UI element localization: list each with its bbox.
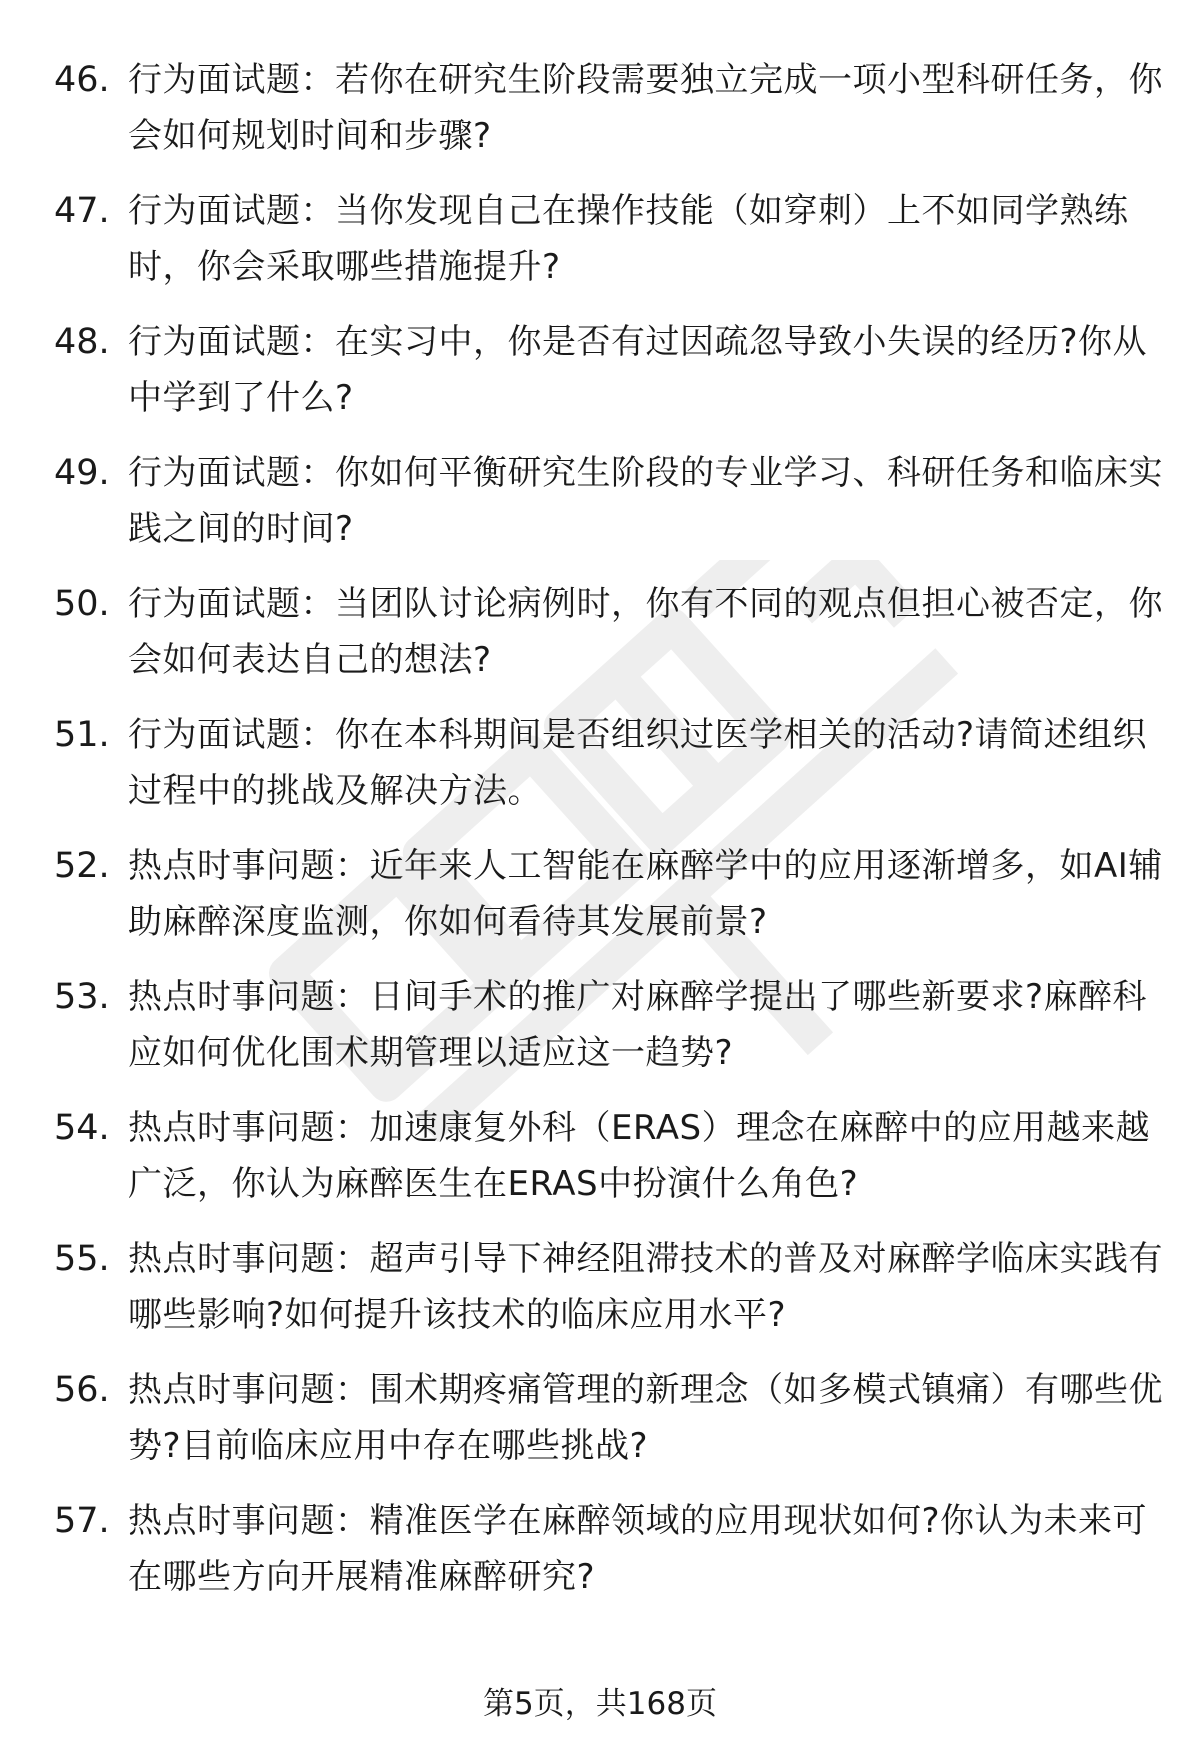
question-text: 热点时事问题：日间手术的推广对麻醉学提出了哪些新要求?麻醉科应如何优化围术期管理以适应这一趋势? xyxy=(128,977,1148,1073)
question-item xyxy=(0,445,1200,576)
question-item xyxy=(0,183,1200,314)
question-item xyxy=(0,1231,1200,1362)
question-text: 行为面试题：在实习中，你是否有过因疏忽导致小失误的经历?你从中学到了什么? xyxy=(128,322,1148,418)
question-text: 行为面试题：你在本科期间是否组织过医学相关的活动?请简述组织过程中的挑战及解决方法。 xyxy=(128,715,1148,811)
question-number: 49. xyxy=(54,453,110,493)
question-number: 54. xyxy=(54,1108,110,1148)
question-number: 52. xyxy=(54,846,110,886)
question-number: 55. xyxy=(54,1239,110,1279)
question-item xyxy=(0,52,1200,183)
question-number: 53. xyxy=(54,977,110,1017)
question-text: 热点时事问题：近年来人工智能在麻醉学中的应用逐渐增多，如AI辅助麻醉深度监测，你如何看待其发展前景? xyxy=(128,846,1163,942)
question-text: 热点时事问题：精准医学在麻醉领域的应用现状如何?你认为未来可在哪些方向开展精准麻醉研究? xyxy=(128,1501,1148,1597)
question-item xyxy=(0,576,1200,707)
question-text: 行为面试题：若你在研究生阶段需要独立完成一项小型科研任务，你会如何规划时间和步骤? xyxy=(128,60,1163,156)
question-text: 热点时事问题：围术期疼痛管理的新理念（如多模式镇痛）有哪些优势?目前临床应用中存在哪些挑战? xyxy=(128,1370,1163,1466)
question-item xyxy=(0,1362,1200,1493)
question-text: 行为面试题：当团队讨论病例时，你有不同的观点但担心被否定，你会如何表达自己的想法? xyxy=(128,584,1163,680)
question-item xyxy=(0,969,1200,1100)
question-number: 46. xyxy=(54,60,110,100)
page-footer xyxy=(0,1682,1200,1726)
question-list xyxy=(0,52,1200,1624)
question-number: 57. xyxy=(54,1501,110,1541)
question-text: 热点时事问题：加速康复外科（ERAS）理念在麻醉中的应用越来越广泛，你认为麻醉医生在ERAS中扮演什么角色? xyxy=(128,1108,1151,1204)
question-item xyxy=(0,838,1200,969)
question-item xyxy=(0,1493,1200,1624)
question-number: 47. xyxy=(54,191,110,231)
question-number: 50. xyxy=(54,584,110,624)
question-text: 行为面试题：当你发现自己在操作技能（如穿刺）上不如同学熟练时，你会采取哪些措施提升? xyxy=(128,191,1129,287)
question-number: 51. xyxy=(54,715,110,755)
question-item xyxy=(0,1100,1200,1231)
question-text: 热点时事问题：超声引导下神经阻滞技术的普及对麻醉学临床实践有哪些影响?如何提升该技术的临床应用水平? xyxy=(128,1239,1163,1335)
question-number: 48. xyxy=(54,322,110,362)
question-text: 行为面试题：你如何平衡研究生阶段的专业学习、科研任务和临床实践之间的时间? xyxy=(128,453,1163,549)
question-item xyxy=(0,314,1200,445)
question-number: 56. xyxy=(54,1370,110,1410)
question-item xyxy=(0,707,1200,838)
page-number-label: 第5页，共168页 xyxy=(483,1686,717,1722)
